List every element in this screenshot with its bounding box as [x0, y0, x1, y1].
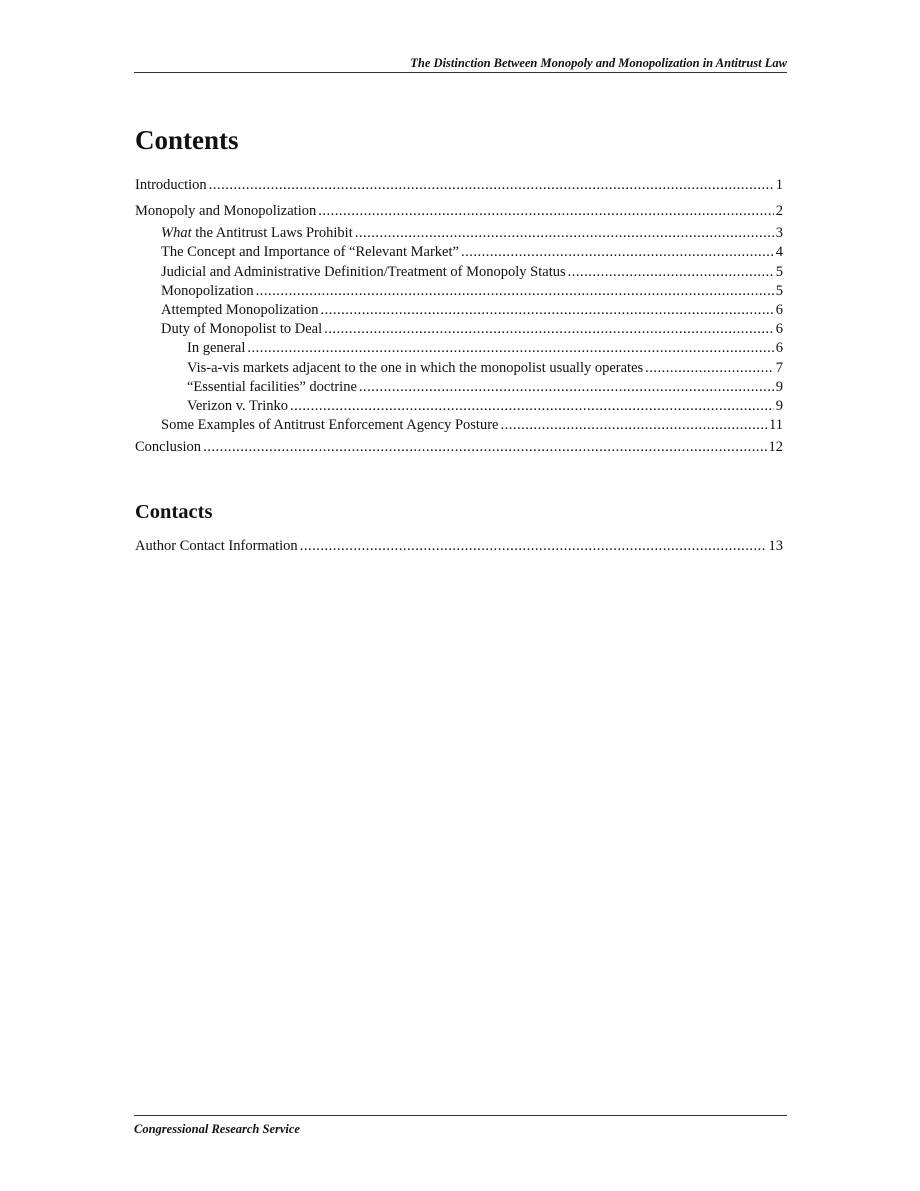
toc-leader	[320, 301, 773, 320]
running-header: The Distinction Between Monopoly and Monopolization in Antitrust Law	[134, 55, 787, 73]
toc-entry-monopoly-status[interactable]	[161, 263, 783, 282]
toc-leader	[359, 378, 774, 397]
toc-page-number: 4	[775, 244, 783, 260]
toc-page-number: 9	[775, 398, 783, 414]
page-footer: Congressional Research Service	[134, 1115, 787, 1138]
toc-entry-title[interactable]: Duty of Monopolist to Deal	[161, 321, 323, 337]
contacts-heading: Contacts	[135, 501, 213, 523]
toc-entry-title[interactable]: Some Examples of Antitrust Enforcement Agency Posture	[161, 417, 499, 433]
toc-entry-monopoly-and-monopolization[interactable]	[135, 202, 783, 221]
toc-page-number: 5	[775, 283, 783, 299]
toc-entry-in-general[interactable]	[187, 339, 783, 358]
toc-leader	[256, 282, 774, 301]
toc-entry-title[interactable]: Introduction	[135, 177, 207, 193]
toc-leader	[209, 176, 774, 195]
toc-page-number: 6	[775, 321, 783, 337]
toc-page-number: 9	[775, 379, 783, 395]
toc-page-number: 5	[775, 264, 783, 280]
toc-entry-title[interactable]: Monopoly and Monopolization	[135, 203, 317, 219]
toc-entry-attempted-monopolization[interactable]	[161, 301, 783, 320]
toc-leader	[290, 397, 774, 416]
toc-entry-title[interactable]: “Essential facilities” doctrine	[187, 379, 357, 395]
toc-page-number: 1	[775, 177, 783, 193]
toc-page-number: 12	[768, 439, 783, 455]
toc-entry-adjacent-markets[interactable]	[187, 359, 783, 378]
toc-entry-conclusion[interactable]	[135, 438, 783, 457]
toc-entry-monopolization[interactable]	[161, 282, 783, 301]
toc-leader	[203, 438, 766, 457]
toc-entry-title[interactable]: Judicial and Administrative Definition/Treatment of Monopoly Status	[161, 264, 566, 280]
toc-leader	[247, 339, 773, 358]
toc-page-number: 6	[775, 340, 783, 356]
toc-entry-title[interactable]: Conclusion	[135, 439, 202, 455]
toc-leader	[355, 224, 774, 243]
contents-heading: Contents	[135, 125, 239, 155]
toc-entry-introduction[interactable]	[135, 176, 783, 195]
toc-leader	[568, 263, 774, 282]
toc-entry-title[interactable]: What the Antitrust Laws Prohibit	[161, 225, 353, 241]
toc-entry-title[interactable]: Verizon v. Trinko	[187, 398, 288, 414]
toc-entry-title[interactable]: Vis-a-vis markets adjacent to the one in which the monopolist usually operates	[187, 360, 644, 376]
toc-entry-duty-to-deal[interactable]	[161, 320, 783, 339]
toc-leader	[318, 202, 774, 221]
toc-page-number: 11	[769, 417, 783, 433]
toc-page-number: 13	[768, 538, 783, 554]
toc-leader	[300, 537, 767, 556]
toc-leader	[461, 243, 774, 262]
toc-entry-title[interactable]: In general	[187, 340, 246, 356]
toc-page-number: 6	[775, 302, 783, 318]
toc-leader	[324, 320, 774, 339]
toc-entry-what-antitrust-laws-prohibit[interactable]	[161, 224, 783, 243]
toc-page-number: 7	[775, 360, 783, 376]
toc-page-number: 3	[775, 225, 783, 241]
toc-leader	[500, 416, 767, 435]
toc-page-number: 2	[775, 203, 783, 219]
toc-entry-title[interactable]: The Concept and Importance of “Relevant Market”	[161, 244, 459, 260]
toc-entry-relevant-market[interactable]	[161, 243, 783, 262]
toc-entry-title[interactable]: Author Contact Information	[135, 538, 298, 554]
toc-entry-title[interactable]: Monopolization	[161, 283, 254, 299]
toc-entry-author-contact-information[interactable]	[135, 537, 783, 556]
toc-leader	[645, 359, 774, 378]
toc-entry-title[interactable]: Attempted Monopolization	[161, 302, 319, 318]
toc-entry-enforcement-agency-posture[interactable]	[161, 416, 783, 435]
toc-entry-essential-facilities[interactable]	[187, 378, 783, 397]
toc-entry-verizon-v-trinko[interactable]	[187, 397, 783, 416]
